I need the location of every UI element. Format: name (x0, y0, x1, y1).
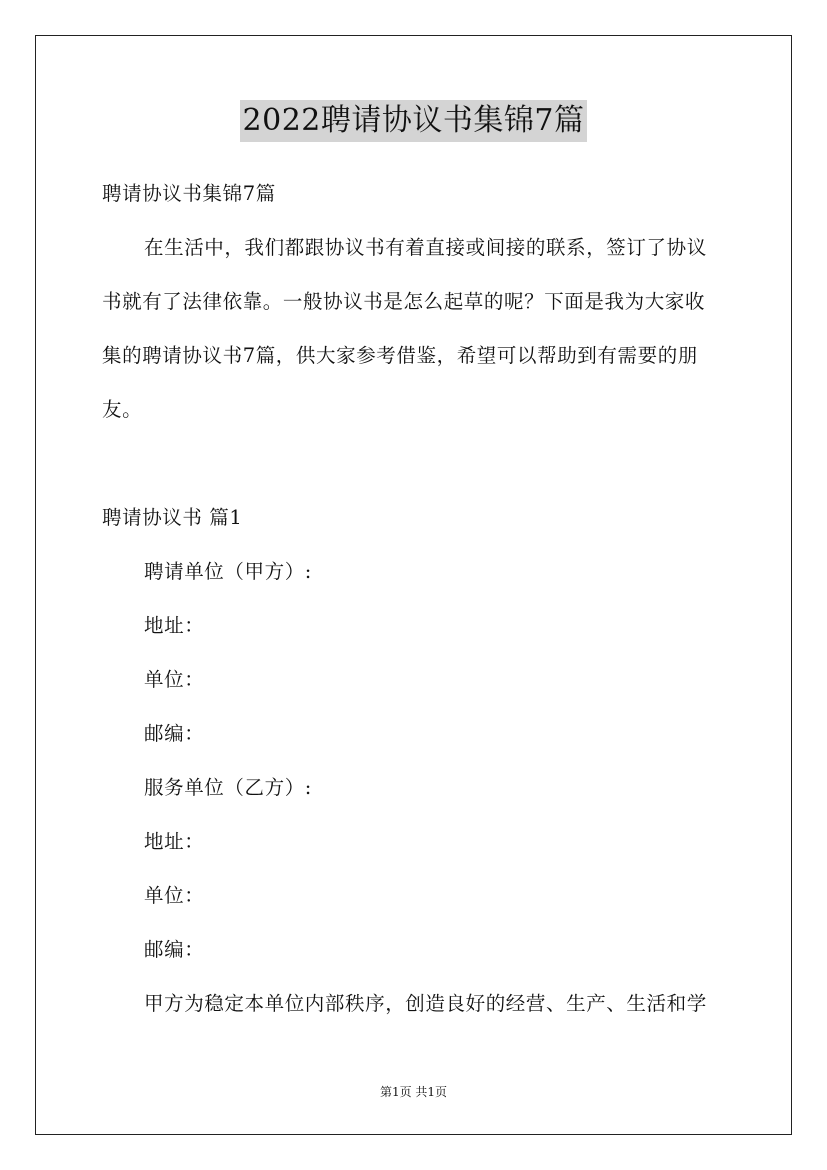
document-title: 2022聘请协议书集锦7篇 (240, 100, 588, 142)
party-b-unit: 单位： (144, 884, 205, 907)
intro-line-3: 集的聘请协议书7篇，供大家参考借鉴，希望可以帮助到有需要的朋 (102, 344, 698, 367)
page-footer: 第1页 共1页 (379, 1085, 448, 1099)
agreement-paragraph-start: 甲方为稳定本单位内部秩序，创造良好的经营、生产、生活和学 (144, 992, 707, 1015)
intro-line-2: 书就有了法律依靠。一般协议书是怎么起草的呢？下面是我为大家收 (102, 290, 706, 313)
document-subtitle: 聘请协议书集锦7篇 (102, 182, 276, 205)
party-b-postcode: 邮编： (144, 938, 205, 961)
title-container (0, 100, 827, 142)
party-a-unit: 单位： (144, 668, 205, 691)
party-a-label: 聘请单位（甲方）: (144, 560, 312, 583)
party-a-postcode: 邮编： (144, 722, 205, 745)
party-a-address: 地址： (144, 614, 205, 637)
intro-line-1: 在生活中，我们都跟协议书有着直接或间接的联系，签订了协议 (144, 236, 707, 259)
intro-line-4: 友。 (102, 398, 143, 421)
party-b-label: 服务单位（乙方）: (144, 776, 312, 799)
section-heading: 聘请协议书 篇1 (102, 506, 243, 529)
party-b-address: 地址： (144, 830, 205, 853)
